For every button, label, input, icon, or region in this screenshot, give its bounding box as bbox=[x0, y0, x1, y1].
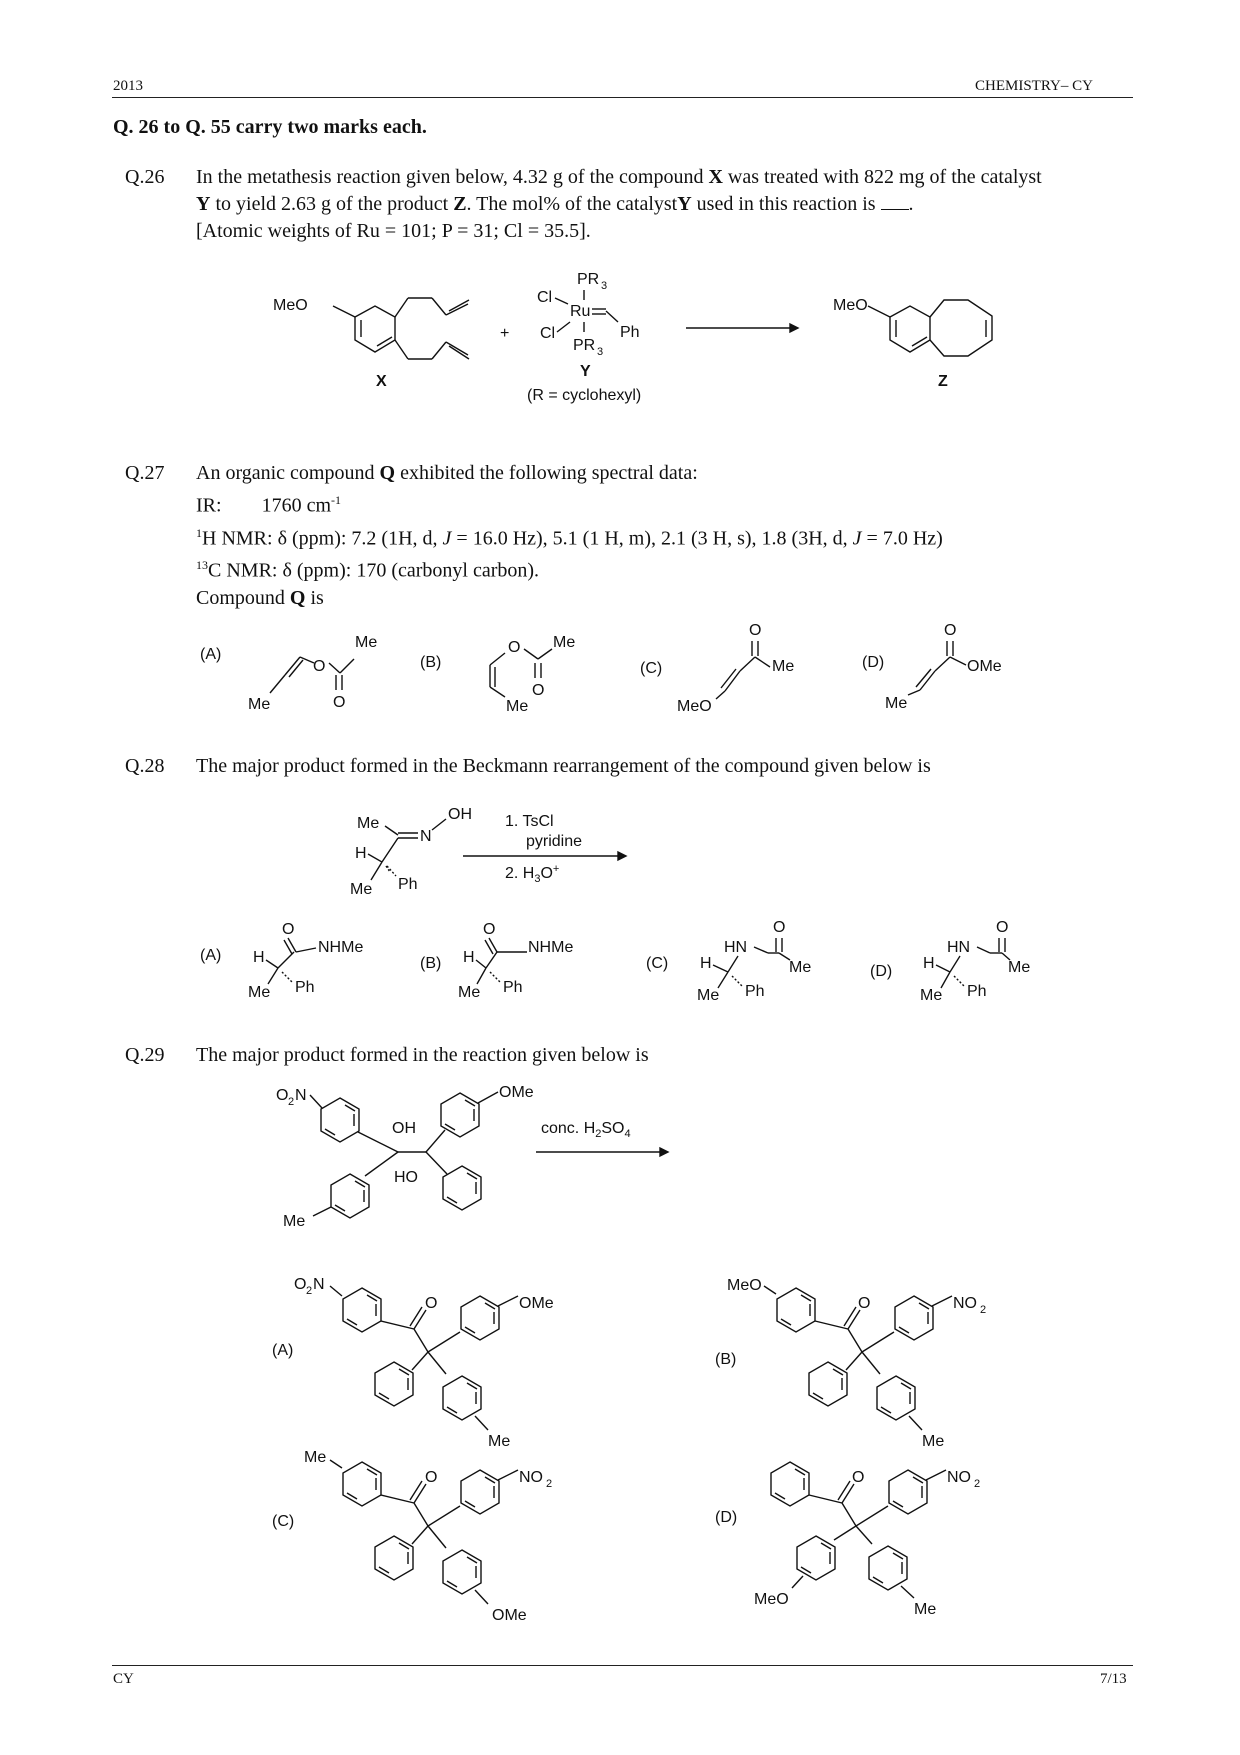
q26-text: In the metathesis reaction given below, 4.32 g of the compound X was treated with 822 mg of the catalyst Y to yield 2.63 g of the product Z. The mol% of the catalystY used in this reaction is . [Atomic weights of Ru = 101; P = 31; Cl = 35.5]. bbox=[196, 166, 1042, 242]
q28-option-b: (B) bbox=[420, 955, 442, 972]
svg-text:Me: Me bbox=[789, 959, 812, 976]
svg-text:Me: Me bbox=[350, 881, 373, 898]
svg-text:2: 2 bbox=[546, 1478, 553, 1490]
svg-text:OMe: OMe bbox=[519, 1295, 554, 1312]
reagent-2: 2. $H_3O^+$ bbox=[505, 863, 560, 885]
svg-text:OMe: OMe bbox=[967, 658, 1002, 675]
svg-text:2: 2 bbox=[980, 1304, 987, 1316]
svg-text:OH: OH bbox=[392, 1120, 416, 1137]
svg-text:Me: Me bbox=[920, 987, 943, 1004]
svg-text:O: O bbox=[852, 1469, 865, 1486]
q28-text: The major product formed in the Beckmann rearrangement of the compound given below is bbox=[196, 755, 931, 777]
svg-text:3: 3 bbox=[597, 346, 604, 358]
catalyst-y-structure bbox=[527, 271, 641, 404]
svg-text:NO: NO bbox=[519, 1469, 543, 1486]
svg-text:O: O bbox=[282, 921, 295, 938]
svg-text:Ru: Ru bbox=[570, 303, 591, 320]
svg-text:O: O bbox=[532, 682, 545, 699]
z-label: Z bbox=[938, 373, 948, 390]
reagent-1: 1. TsCl bbox=[505, 813, 554, 830]
svg-text:MeO: MeO bbox=[727, 1277, 762, 1294]
svg-text:Me: Me bbox=[506, 698, 529, 715]
q29-structure-d bbox=[754, 1462, 980, 1618]
svg-text:OMe: OMe bbox=[492, 1607, 527, 1624]
header-rule bbox=[112, 97, 1133, 98]
q27-number: Q.27 bbox=[125, 462, 165, 484]
svg-text:O: O bbox=[773, 919, 786, 936]
compound-z-structure bbox=[833, 297, 992, 390]
q29-number: Q.29 bbox=[125, 1044, 165, 1066]
svg-text:H: H bbox=[253, 949, 265, 966]
q27-options bbox=[0, 615, 1240, 725]
svg-text:Ph: Ph bbox=[503, 979, 523, 996]
svg-text:MeO: MeO bbox=[754, 1591, 789, 1608]
svg-text:O: O bbox=[483, 921, 496, 938]
svg-text:MeO: MeO bbox=[677, 698, 712, 715]
z-meo-label: MeO bbox=[833, 297, 868, 314]
q28-option-d: (D) bbox=[870, 963, 893, 980]
svg-text:Me: Me bbox=[553, 634, 576, 651]
footer-rule bbox=[112, 1665, 1133, 1666]
svg-text:NHMe: NHMe bbox=[528, 939, 574, 956]
svg-text:Me: Me bbox=[458, 984, 481, 1001]
svg-text:O: O bbox=[944, 622, 957, 639]
q29-text: The major product formed in the reaction given below is bbox=[196, 1044, 649, 1066]
svg-text:Ph: Ph bbox=[398, 876, 418, 893]
footer-page: 7/13 bbox=[1100, 1671, 1127, 1687]
svg-text:PR: PR bbox=[577, 271, 600, 288]
svg-text:Me: Me bbox=[914, 1601, 937, 1618]
svg-text:Me: Me bbox=[357, 815, 380, 832]
svg-text:Ph: Ph bbox=[620, 324, 640, 341]
svg-text:HN: HN bbox=[947, 939, 971, 956]
section-title: Q. 26 to Q. 55 carry two marks each. bbox=[113, 116, 427, 138]
svg-text:Me: Me bbox=[885, 695, 908, 712]
q28-option-c: (C) bbox=[646, 955, 669, 972]
compound-x-structure bbox=[273, 297, 469, 390]
svg-text:2: 2 bbox=[974, 1478, 981, 1490]
svg-text:O: O bbox=[313, 658, 326, 675]
q28-structure-b bbox=[458, 921, 573, 1001]
svg-text:NO: NO bbox=[947, 1469, 971, 1486]
svg-text:Me: Me bbox=[283, 1213, 306, 1230]
svg-text:O: O bbox=[749, 622, 762, 639]
footer-code: CY bbox=[113, 1671, 134, 1687]
q29-structure-a bbox=[294, 1276, 554, 1450]
q27-text: An organic compound Q exhibited the following spectral data: IR: 1760 $cm^{-1}$ $^1$H NMR: δ (ppm): 7.2 (1H, d, J = 16.0 Hz), 5.1 (1 H, m), 2.1 (3 H, s), 1.8 (3H, d, J = 7.0 Hz) $^{13}$C NMR: δ (ppm): 170 (carbonyl carbon). Compound Q is bbox=[196, 462, 943, 609]
svg-text:Me: Me bbox=[697, 987, 720, 1004]
svg-text:O: O bbox=[294, 1276, 307, 1293]
svg-text:PR: PR bbox=[573, 337, 596, 354]
x-label: X bbox=[376, 373, 387, 390]
svg-text:Cl: Cl bbox=[540, 325, 556, 342]
q29-option-c: (C) bbox=[272, 1513, 295, 1530]
q26-number: Q.26 bbox=[125, 166, 165, 188]
svg-text:2: 2 bbox=[288, 1096, 295, 1108]
q27-structure-d bbox=[885, 622, 1002, 712]
svg-text:H: H bbox=[700, 955, 712, 972]
svg-text:HN: HN bbox=[724, 939, 748, 956]
q27-structure-b bbox=[490, 634, 575, 715]
svg-text:OMe: OMe bbox=[499, 1084, 534, 1101]
q29-option-a: (A) bbox=[272, 1342, 294, 1359]
reagent-1b: pyridine bbox=[526, 833, 583, 850]
svg-text:Me: Me bbox=[488, 1433, 511, 1450]
svg-text:Ph: Ph bbox=[745, 983, 765, 1000]
x-meo-label: MeO bbox=[273, 297, 308, 314]
svg-text:Me: Me bbox=[355, 634, 378, 651]
q29-structure-b bbox=[727, 1277, 986, 1450]
q26-reaction-scheme bbox=[0, 260, 1240, 420]
svg-text:H: H bbox=[923, 955, 935, 972]
svg-text:O: O bbox=[508, 639, 521, 656]
svg-text:OH: OH bbox=[448, 806, 472, 823]
header-subject: CHEMISTRY– CY bbox=[975, 78, 1093, 94]
q28-structure-c bbox=[697, 919, 811, 1004]
svg-text:HO: HO bbox=[394, 1169, 418, 1186]
q28-structure-a bbox=[248, 921, 363, 1001]
svg-text:O: O bbox=[425, 1469, 438, 1486]
q27-structure-a bbox=[248, 634, 377, 713]
q28-number: Q.28 bbox=[125, 755, 165, 777]
svg-text:NHMe: NHMe bbox=[318, 939, 364, 956]
svg-text:O: O bbox=[425, 1295, 438, 1312]
svg-text:Ph: Ph bbox=[967, 983, 987, 1000]
header-year: 2013 bbox=[113, 78, 143, 94]
q28-reaction bbox=[0, 800, 1240, 1010]
svg-text:H: H bbox=[463, 949, 475, 966]
svg-text:NO: NO bbox=[953, 1295, 977, 1312]
q27-option-b: (B) bbox=[420, 654, 442, 671]
svg-text:O: O bbox=[996, 919, 1009, 936]
q27-structure-c bbox=[677, 622, 794, 715]
q29-reagent: conc. $H_2SO_4$ bbox=[541, 1120, 631, 1140]
svg-text:Ph: Ph bbox=[295, 979, 315, 996]
q29-structure-c bbox=[304, 1449, 552, 1624]
q29-option-d: (D) bbox=[715, 1509, 738, 1526]
q28-oxime-structure bbox=[350, 806, 472, 898]
q27-option-c: (C) bbox=[640, 660, 663, 677]
q28-structure-d bbox=[920, 919, 1030, 1004]
svg-text:O: O bbox=[858, 1295, 871, 1312]
svg-text:N: N bbox=[420, 828, 432, 845]
svg-text:Me: Me bbox=[248, 696, 271, 713]
y-label: Y bbox=[580, 363, 591, 380]
svg-text:H: H bbox=[355, 845, 367, 862]
svg-text:Me: Me bbox=[772, 658, 795, 675]
svg-text:O: O bbox=[276, 1087, 289, 1104]
plus-sign: + bbox=[500, 325, 510, 342]
svg-text:N: N bbox=[313, 1276, 325, 1293]
svg-text:N: N bbox=[295, 1087, 307, 1104]
q29-option-b: (B) bbox=[715, 1351, 737, 1368]
q27-option-d: (D) bbox=[862, 654, 885, 671]
svg-text:2: 2 bbox=[306, 1285, 313, 1297]
q29-reaction bbox=[0, 1070, 1240, 1630]
svg-text:Cl: Cl bbox=[537, 289, 553, 306]
q28-option-a: (A) bbox=[200, 947, 222, 964]
svg-text:Me: Me bbox=[1008, 959, 1031, 976]
svg-text:Me: Me bbox=[922, 1433, 945, 1450]
svg-text:O: O bbox=[333, 694, 346, 711]
q27-option-a: (A) bbox=[200, 646, 222, 663]
q29-reactant-structure bbox=[276, 1084, 534, 1230]
svg-text:Me: Me bbox=[304, 1449, 327, 1466]
r-note: (R = cyclohexyl) bbox=[527, 387, 642, 404]
svg-text:Me: Me bbox=[248, 984, 271, 1001]
svg-text:3: 3 bbox=[601, 280, 608, 292]
